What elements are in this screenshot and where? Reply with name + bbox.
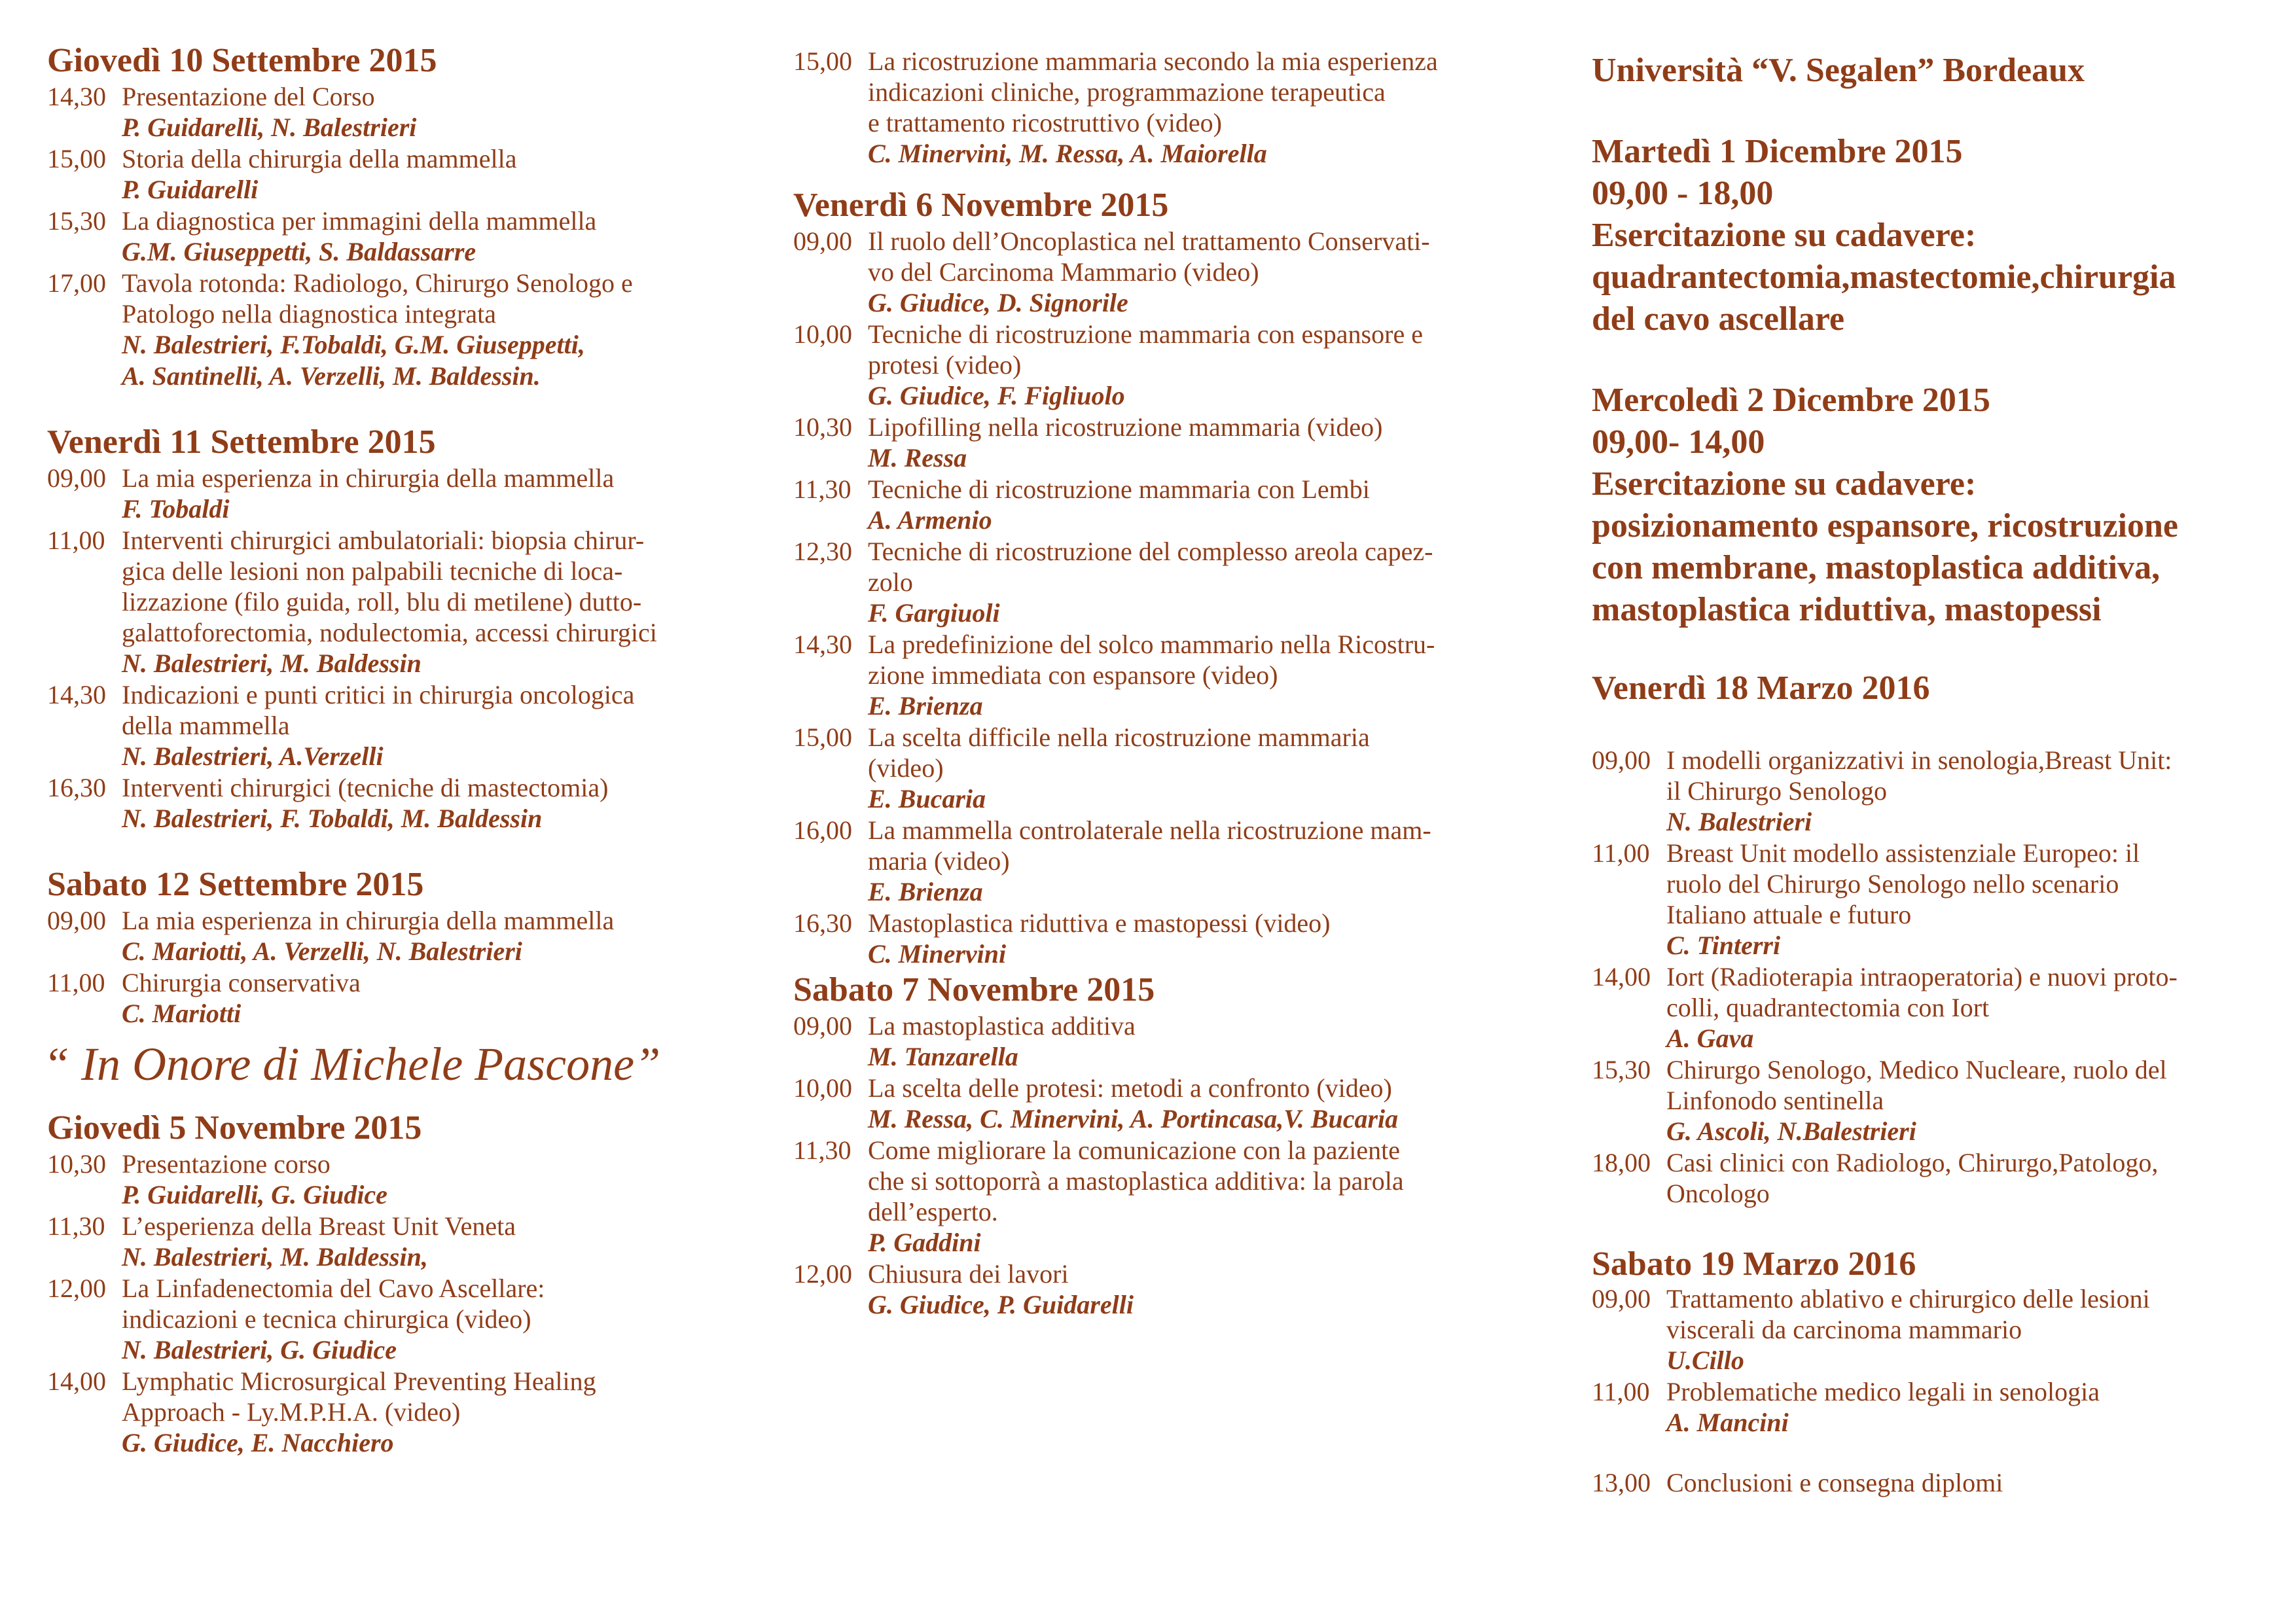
programme-column-3 [1592, 50, 2266, 1498]
day-title: Giovedì 5 Novembre 2015 [47, 1109, 422, 1147]
day-block-5-novembre [47, 1108, 741, 1459]
session-line: mastoplastica riduttiva, mastopessi [1592, 591, 2102, 628]
event-time: 15,30 [1592, 1055, 1651, 1084]
event-title: Tecniche di ricostruzione del complesso areola capez- zolo [868, 537, 1433, 597]
event-time: 14,30 [793, 630, 852, 659]
day-title: Giovedì 10 Settembre 2015 [47, 42, 437, 79]
event [793, 629, 1539, 722]
event-title: Lymphatic Microsurgical Preventing Healing Approach - Ly.M.P.H.A. (video) [122, 1366, 596, 1427]
event-time: 15,00 [793, 46, 852, 76]
event-title: Tavola rotonda: Radiologo, Chirurgo Senologo e Patologo nella diagnostica integrata [122, 268, 633, 329]
event-time: 11,00 [1592, 838, 1650, 868]
event-speakers: M. Ressa [868, 443, 967, 473]
event-time: 09,00 [793, 226, 852, 256]
event [793, 722, 1539, 815]
event-title: La mia esperienza in chirurgia della mammella [122, 463, 615, 493]
event-title: La scelta difficile nella ricostruzione mammaria (video) [868, 722, 1370, 783]
event-time: 12,30 [793, 537, 852, 566]
event-title: Conclusioni e consegna diplomi [1666, 1468, 2003, 1497]
event-time: 11,00 [47, 526, 105, 555]
session-line: 09,00- 14,00 [1592, 423, 1765, 461]
event [793, 1010, 1539, 1073]
event-title: La predefinizione del solco mammario nella Ricostru- zione immediata con espansore (video) [868, 630, 1435, 690]
event-time: 10,30 [47, 1149, 106, 1179]
day-block-10-settembre [47, 41, 741, 392]
event-time: 09,00 [1592, 745, 1651, 775]
event-speakers: A. Gava [1666, 1024, 1754, 1053]
session-line: del cavo ascellare [1592, 300, 1845, 338]
event-speakers: N. Balestrieri, A.Verzelli [122, 741, 384, 771]
event-time: 17,00 [47, 268, 106, 298]
day-title: Venerdì 11 Settembre 2015 [47, 423, 436, 461]
event [47, 679, 741, 772]
event [47, 1273, 741, 1366]
event-time: 11,00 [1592, 1377, 1650, 1406]
event-title: Problematiche medico legali in senologia [1666, 1377, 2100, 1406]
event-title: La mia esperienza in chirurgia della mammella [122, 906, 615, 935]
event-time: 12,00 [793, 1259, 852, 1289]
event-speakers: C. Tinterri [1666, 931, 1781, 960]
event-time: 14,30 [47, 680, 106, 709]
event [793, 412, 1539, 474]
session-line: Esercitazione su cadavere: [1592, 217, 1977, 254]
event [793, 1258, 1539, 1321]
event-time: 14,30 [47, 82, 106, 111]
event-time: 14,00 [47, 1366, 106, 1396]
event-speakers: P. Guidarelli [122, 175, 259, 204]
event-time: 16,00 [793, 815, 852, 845]
event-title: Breast Unit modello assistenziale Europeo: il ruolo del Chirurgo Senologo nello scenario Italiano attuale e futuro [1666, 838, 2140, 929]
event-speakers: G. Giudice, P. Guidarelli [868, 1290, 1134, 1319]
day-title: Sabato 12 Settembre 2015 [47, 866, 424, 903]
event-title: Interventi chirurgici (tecniche di mastectomia) [122, 773, 609, 802]
event-time: 09,00 [1592, 1284, 1651, 1313]
event-time: 14,00 [1592, 962, 1651, 991]
event [47, 905, 741, 967]
event-title: Presentazione corso [122, 1149, 331, 1179]
event-speakers: N. Balestrieri, M. Baldessin, [122, 1242, 428, 1272]
event-title: La ricostruzione mammaria secondo la mia esperienza indicazioni cliniche, programmazione terapeutica e trattamento ricostruttivo (video) [868, 46, 1438, 137]
event [47, 1149, 741, 1211]
event-speakers: E. Brienza [868, 691, 983, 721]
day-title: Venerdì 18 Marzo 2016 [1592, 669, 1930, 707]
day-title: Mercoledì 2 Dicembre 2015 [1592, 382, 1990, 419]
event [793, 46, 1539, 169]
event-title: La mammella controlaterale nella ricostruzione mam- maria (video) [868, 815, 1431, 876]
event-time: 09,00 [793, 1011, 852, 1041]
event-title: Mastoplastica riduttiva e mastopessi (video) [868, 908, 1331, 938]
event-speakers: A. Armenio [868, 505, 992, 535]
day-block-12-settembre [47, 865, 741, 1029]
day-block-1-dicembre [1592, 131, 2266, 340]
event-speakers: P. Gaddini [868, 1228, 981, 1257]
event [1592, 1376, 2266, 1438]
event-time: 11,30 [47, 1211, 105, 1241]
event-title: Come migliorare la comunicazione con la paziente che si sottoporrà a mastoplastica additiva: la parola dell’esperto. [868, 1135, 1404, 1226]
event-speakers: M. Tanzarella [868, 1042, 1018, 1071]
day-title: Venerdì 6 Novembre 2015 [793, 187, 1169, 224]
event-speakers: C. Mariotti, A. Verzelli, N. Balestrieri [122, 936, 522, 966]
event-title: Lipofilling nella ricostruzione mammaria (video) [868, 412, 1383, 442]
event [47, 81, 741, 143]
event [47, 1211, 741, 1273]
event-time: 10,30 [793, 412, 852, 442]
event-time: 18,00 [1592, 1148, 1651, 1177]
event-title: L’esperienza della Breast Unit Veneta [122, 1211, 516, 1241]
event-speakers: N. Balestrieri, M. Baldessin [122, 649, 422, 678]
event-title: I modelli organizzativi in senologia,Breast Unit: il Chirurgo Senologo [1666, 745, 2172, 806]
event-time: 10,00 [793, 1073, 852, 1103]
event-title: Casi clinici con Radiologo, Chirurgo,Patologo, Oncologo [1666, 1148, 2159, 1208]
event-time: 15,00 [793, 722, 852, 752]
day-block-6-novembre [793, 185, 1539, 970]
day-block-2-dicembre [1592, 380, 2266, 631]
event-title: Tecniche di ricostruzione mammaria con Lembi [868, 474, 1370, 504]
event [1592, 1147, 2266, 1209]
event-title: Presentazione del Corso [122, 82, 375, 111]
event [1592, 1054, 2266, 1147]
event-speakers: P. Guidarelli, N. Balestrieri [122, 113, 417, 142]
event-title: Interventi chirurgici ambulatoriali: biopsia chirur- gica delle lesioni non palpabili tecniche di loca- lizzazione (filo guida, roll, blu di metilene) dutto- galattoforectomia, nodulectomia, accessi chirurgici [122, 526, 657, 647]
event-title: Chirurgia conservativa [122, 968, 361, 997]
event-speakers: N. Balestrieri, G. Giudice [122, 1335, 397, 1364]
event [793, 536, 1539, 629]
event-title: Chirurgo Senologo, Medico Nucleare, ruolo del Linfonodo sentinella [1666, 1055, 2167, 1115]
event [793, 226, 1539, 319]
event-speakers: F. Tobaldi [122, 494, 230, 524]
event [47, 772, 741, 834]
event-speakers: G. Giudice, D. Signorile [868, 288, 1128, 317]
event-time: 11,30 [793, 474, 852, 504]
event [793, 908, 1539, 970]
session-line: con membrane, mastoplastica additiva, [1592, 549, 2161, 586]
day-title: Sabato 7 Novembre 2015 [793, 971, 1155, 1008]
event-time: 15,30 [47, 206, 106, 236]
event [793, 1135, 1539, 1258]
event [1592, 961, 2266, 1054]
event-title: Tecniche di ricostruzione mammaria con espansore e protesi (video) [868, 319, 1423, 380]
event [47, 205, 741, 268]
event-speakers: C. Minervini [868, 939, 1007, 969]
event-time: 12,00 [47, 1274, 106, 1303]
event-time: 16,30 [47, 773, 106, 802]
event-time: 09,00 [47, 463, 106, 493]
event-speakers: G. Giudice, F. Figliuolo [868, 381, 1125, 410]
programme-column-1 [43, 41, 741, 1459]
event-speakers: N. Balestrieri [1666, 807, 1812, 836]
event-time: 09,00 [47, 906, 106, 935]
event-title: La Linfadenectomia del Cavo Ascellare: indicazioni e tecnica chirurgica (video) [122, 1274, 545, 1334]
event-time: 13,00 [1592, 1468, 1651, 1497]
event-title: Chiusura dei lavori [868, 1259, 1069, 1289]
event [793, 815, 1539, 908]
event-title: La diagnostica per immagini della mammella [122, 206, 597, 236]
event-speakers: E. Bucaria [868, 784, 986, 813]
event-time: 10,00 [793, 319, 852, 349]
event-speakers: G. Ascoli, N.Balestrieri [1666, 1116, 1916, 1146]
honor-heading: “ In Onore di Michele Pascone” [43, 1038, 661, 1090]
event-speakers: G.M. Giuseppetti, S. Baldassarre [122, 237, 476, 266]
event [793, 474, 1539, 536]
event [1592, 1283, 2266, 1376]
event [47, 525, 741, 679]
event [1592, 838, 2266, 961]
event-speakers: C. Minervini, M. Ressa, A. Maiorella [868, 139, 1267, 168]
programme-column-2 [793, 46, 1539, 1321]
event [793, 319, 1539, 412]
event-title: Il ruolo dell’Oncoplastica nel trattamento Conservati- vo del Carcinoma Mammario (video) [868, 226, 1430, 287]
event [47, 1366, 741, 1459]
session-line: 09,00 - 18,00 [1592, 175, 1774, 212]
event [47, 463, 741, 525]
event-title: La scelta delle protesi: metodi a confronto (video) [868, 1073, 1392, 1103]
event-speakers: U.Cillo [1666, 1346, 1744, 1375]
event [1592, 745, 2266, 838]
event-title: La mastoplastica additiva [868, 1011, 1136, 1041]
day-title: Martedì 1 Dicembre 2015 [1592, 133, 1963, 170]
session-line: Esercitazione su cadavere: [1592, 465, 1977, 503]
event-speakers: M. Ressa, C. Minervini, A. Portincasa,V. Bucaria [868, 1104, 1399, 1133]
event [1592, 1467, 2266, 1498]
event [47, 967, 741, 1029]
day-title: Sabato 19 Marzo 2016 [1592, 1245, 1916, 1283]
event-title: Indicazioni e punti critici in chirurgia oncologica della mammella [122, 680, 635, 740]
event-speakers: A. Mancini [1666, 1408, 1789, 1437]
event-speakers: E. Brienza [868, 877, 983, 906]
event-time: 11,00 [47, 968, 105, 997]
event-title: Trattamento ablativo e chirurgico delle lesioni viscerali da carcinoma mammario [1666, 1284, 2150, 1344]
day-block-18-marzo [1592, 668, 2266, 1209]
event-speakers: G. Giudice, E. Nacchiero [122, 1428, 394, 1457]
event-speakers: C. Mariotti [122, 999, 242, 1028]
event-speakers: P. Guidarelli, G. Giudice [122, 1180, 387, 1209]
event-speakers: N. Balestrieri, F. Tobaldi, M. Baldessin [122, 804, 543, 833]
event-title: Iort (Radioterapia intraoperatoria) e nuovi proto- colli, quadrantectomia con Iort [1666, 962, 2178, 1022]
event [793, 1073, 1539, 1135]
day-block-19-marzo [1592, 1245, 2266, 1498]
event-speakers: N. Balestrieri, F.Tobaldi, G.M. Giuseppetti, A. Santinelli, A. Verzelli, M. Baldessin. [122, 330, 585, 391]
session-line: quadrantectomia,mastectomie,chirurgia [1592, 259, 2176, 296]
event-title: Storia della chirurgia della mammella [122, 144, 517, 173]
event-time: 15,00 [47, 144, 106, 173]
event [47, 268, 741, 392]
session-line: posizionamento espansore, ricostruzione [1592, 507, 2178, 544]
event-time: 11,30 [793, 1135, 852, 1165]
day-block-7-novembre [793, 970, 1539, 1321]
event-time: 16,30 [793, 908, 852, 938]
day-block-11-settembre [47, 422, 741, 834]
event [47, 143, 741, 205]
event-speakers: F. Gargiuoli [868, 598, 1000, 628]
university-heading: Università “V. Segalen” Bordeaux [1592, 52, 2085, 89]
